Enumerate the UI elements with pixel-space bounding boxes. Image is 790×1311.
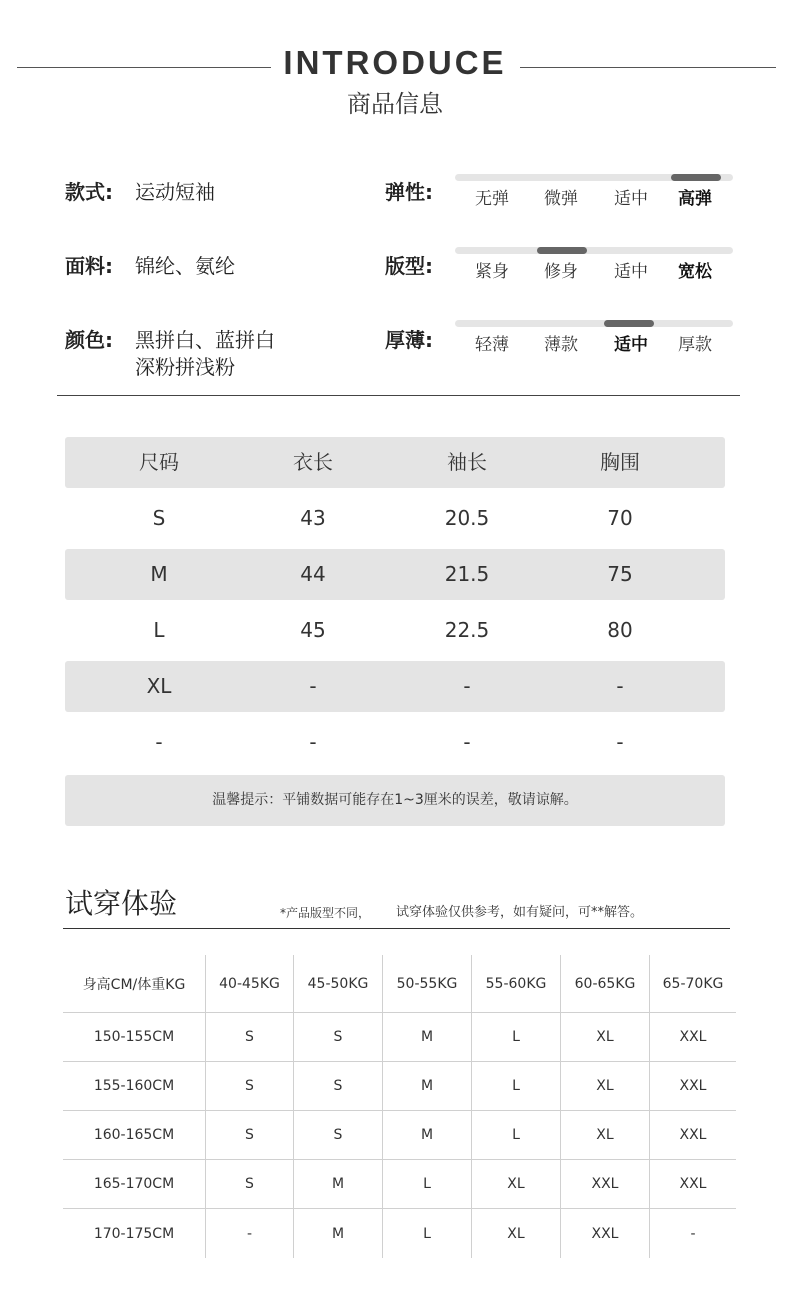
attr-color-value-2: 深粉拼浅粉 — [135, 355, 235, 379]
fit-table — [63, 955, 736, 1258]
scale-thickness-option: 薄款 — [544, 335, 578, 355]
scale-elasticity-indicator — [671, 174, 721, 181]
scale-elasticity-option-selected: 高弹 — [678, 189, 712, 209]
size-header-cell: 衣长 — [293, 450, 333, 474]
scale-fit-option-selected: 修身 — [544, 262, 578, 282]
size-header-cell: 尺码 — [139, 450, 179, 474]
fit-cell: XL — [561, 1111, 650, 1159]
size-table-row — [65, 605, 725, 656]
fit-table-row — [63, 1209, 736, 1258]
size-cell: 70 — [607, 506, 633, 530]
size-cell: S — [152, 506, 166, 530]
fit-cell: S — [206, 1013, 294, 1061]
attr-style-value: 运动短袖 — [135, 180, 215, 204]
size-header-cell: 袖长 — [447, 450, 487, 474]
fit-table-row — [63, 1062, 736, 1111]
size-cell: 75 — [607, 562, 633, 586]
fit-cell: L — [472, 1111, 561, 1159]
fit-cell: 160-165CM — [63, 1111, 206, 1159]
scale-elasticity — [385, 174, 745, 234]
fit-cell: 170-175CM — [63, 1209, 206, 1258]
fit-cell: S — [206, 1111, 294, 1159]
size-table-header — [65, 437, 725, 488]
size-cell: - — [309, 730, 317, 754]
scale-fit-option: 适中 — [614, 262, 648, 282]
size-cell: M — [150, 562, 168, 586]
fit-cell: L — [383, 1209, 472, 1258]
scale-elasticity-track — [455, 174, 733, 181]
fit-table-header — [63, 955, 736, 1013]
scale-thickness-label: 厚薄: — [385, 328, 433, 352]
attr-color-label: 颜色: — [65, 328, 113, 352]
fit-cell: S — [294, 1111, 383, 1159]
fit-cell: XXL — [679, 1078, 707, 1094]
fit-header-cell: 40-45KG — [206, 955, 294, 1012]
size-cell: 21.5 — [444, 562, 490, 586]
fit-cell: - — [206, 1209, 294, 1258]
fit-cell: 150-155CM — [63, 1013, 206, 1061]
fit-cell: XL — [472, 1160, 561, 1208]
fit-cell: S — [206, 1160, 294, 1208]
scale-fit-label: 版型: — [385, 254, 433, 278]
scale-thickness-option: 厚款 — [678, 335, 712, 355]
size-cell: XL — [146, 674, 172, 698]
scale-fit-indicator — [537, 247, 587, 254]
attr-fabric-value: 锦纶、氨纶 — [135, 254, 235, 278]
fit-cell: XXL — [679, 1127, 707, 1143]
fit-cell: L — [383, 1160, 472, 1208]
fit-cell: XL — [561, 1062, 650, 1110]
size-cell: - — [616, 730, 624, 754]
fit-header-cell: 65-70KG — [662, 975, 724, 992]
scale-fit-track — [455, 247, 733, 254]
fit-cell: XXL — [561, 1160, 650, 1208]
attr-color-value: 黑拼白、蓝拼白 — [135, 328, 275, 352]
try-on-title: 试穿体验 — [65, 887, 178, 920]
size-table-row — [65, 661, 725, 712]
fit-cell: XXL — [679, 1029, 707, 1045]
scale-elasticity-option: 微弹 — [544, 189, 578, 209]
fit-cell: S — [206, 1062, 294, 1110]
section-divider — [57, 395, 740, 396]
header-title-zh: 商品信息 — [347, 90, 443, 118]
scale-fit-option: 宽松 — [678, 262, 712, 282]
size-cell: 43 — [300, 506, 326, 530]
fit-cell: L — [472, 1062, 561, 1110]
size-cell: - — [309, 674, 317, 698]
size-cell: 20.5 — [444, 506, 490, 530]
fit-cell: 155-160CM — [63, 1062, 206, 1110]
fit-header-cell: 身高CM/体重KG — [63, 955, 206, 1012]
fit-header-cell: 55-60KG — [472, 955, 561, 1012]
measurement-tip: 温馨提示：平铺数据可能存在1~3厘米的误差，敬请谅解。 — [65, 775, 725, 826]
fit-cell: XL — [472, 1209, 561, 1258]
fit-cell: L — [472, 1013, 561, 1061]
fit-header-cell: 45-50KG — [294, 955, 383, 1012]
header-title-en: INTRODUCE — [283, 44, 507, 81]
fit-cell: XXL — [679, 1176, 707, 1192]
size-cell: 44 — [300, 562, 326, 586]
fit-cell: S — [294, 1062, 383, 1110]
fit-cell: M — [383, 1013, 472, 1061]
scale-thickness-indicator — [604, 320, 654, 327]
scale-elasticity-label: 弹性: — [385, 180, 433, 204]
scale-thickness-option-selected: 适中 — [614, 335, 648, 355]
fit-cell: S — [294, 1013, 383, 1061]
scale-fit — [385, 247, 745, 307]
size-cell: 45 — [300, 618, 326, 642]
size-table-row — [65, 493, 725, 544]
header-line-right — [520, 67, 776, 68]
fit-header-cell: 60-65KG — [561, 955, 650, 1012]
size-cell: 80 — [607, 618, 633, 642]
fit-cell: - — [690, 1225, 696, 1242]
fit-table-row — [63, 1160, 736, 1209]
try-on-note-b: 试穿体验仅供参考，如有疑问，可**解答。 — [396, 905, 644, 920]
scale-fit-option: 紧身 — [475, 262, 509, 282]
fit-cell: M — [383, 1062, 472, 1110]
fit-cell: XXL — [561, 1209, 650, 1258]
scale-thickness — [385, 320, 745, 380]
size-cell: - — [155, 730, 163, 754]
attr-fabric — [65, 252, 365, 280]
header-line-left — [17, 67, 271, 68]
fit-cell: XL — [561, 1013, 650, 1061]
scale-elasticity-option: 适中 — [614, 189, 648, 209]
size-cell: - — [463, 730, 471, 754]
size-cell: L — [153, 618, 165, 642]
fit-cell: M — [294, 1160, 383, 1208]
fit-header-cell: 50-55KG — [383, 955, 472, 1012]
size-cell: - — [616, 674, 624, 698]
attr-color — [65, 326, 365, 382]
try-on-note-a: *产品版型不同， — [280, 906, 371, 920]
scale-thickness-track — [455, 320, 733, 327]
scale-thickness-option: 轻薄 — [475, 335, 509, 355]
scale-elasticity-option: 无弹 — [475, 189, 509, 209]
attr-style — [65, 178, 365, 206]
size-table — [65, 437, 725, 773]
size-cell: - — [463, 674, 471, 698]
attr-fabric-label: 面料: — [65, 254, 113, 278]
fit-table-row — [63, 1013, 736, 1062]
attr-style-label: 款式: — [65, 180, 113, 204]
size-cell: 22.5 — [444, 618, 490, 642]
fit-cell: M — [294, 1209, 383, 1258]
fit-table-row — [63, 1111, 736, 1160]
size-table-row — [65, 717, 725, 768]
fit-cell: 165-170CM — [63, 1160, 206, 1208]
fit-cell: M — [383, 1111, 472, 1159]
size-table-row — [65, 549, 725, 600]
try-on-underline — [63, 928, 730, 929]
size-header-cell: 胸围 — [600, 450, 640, 474]
